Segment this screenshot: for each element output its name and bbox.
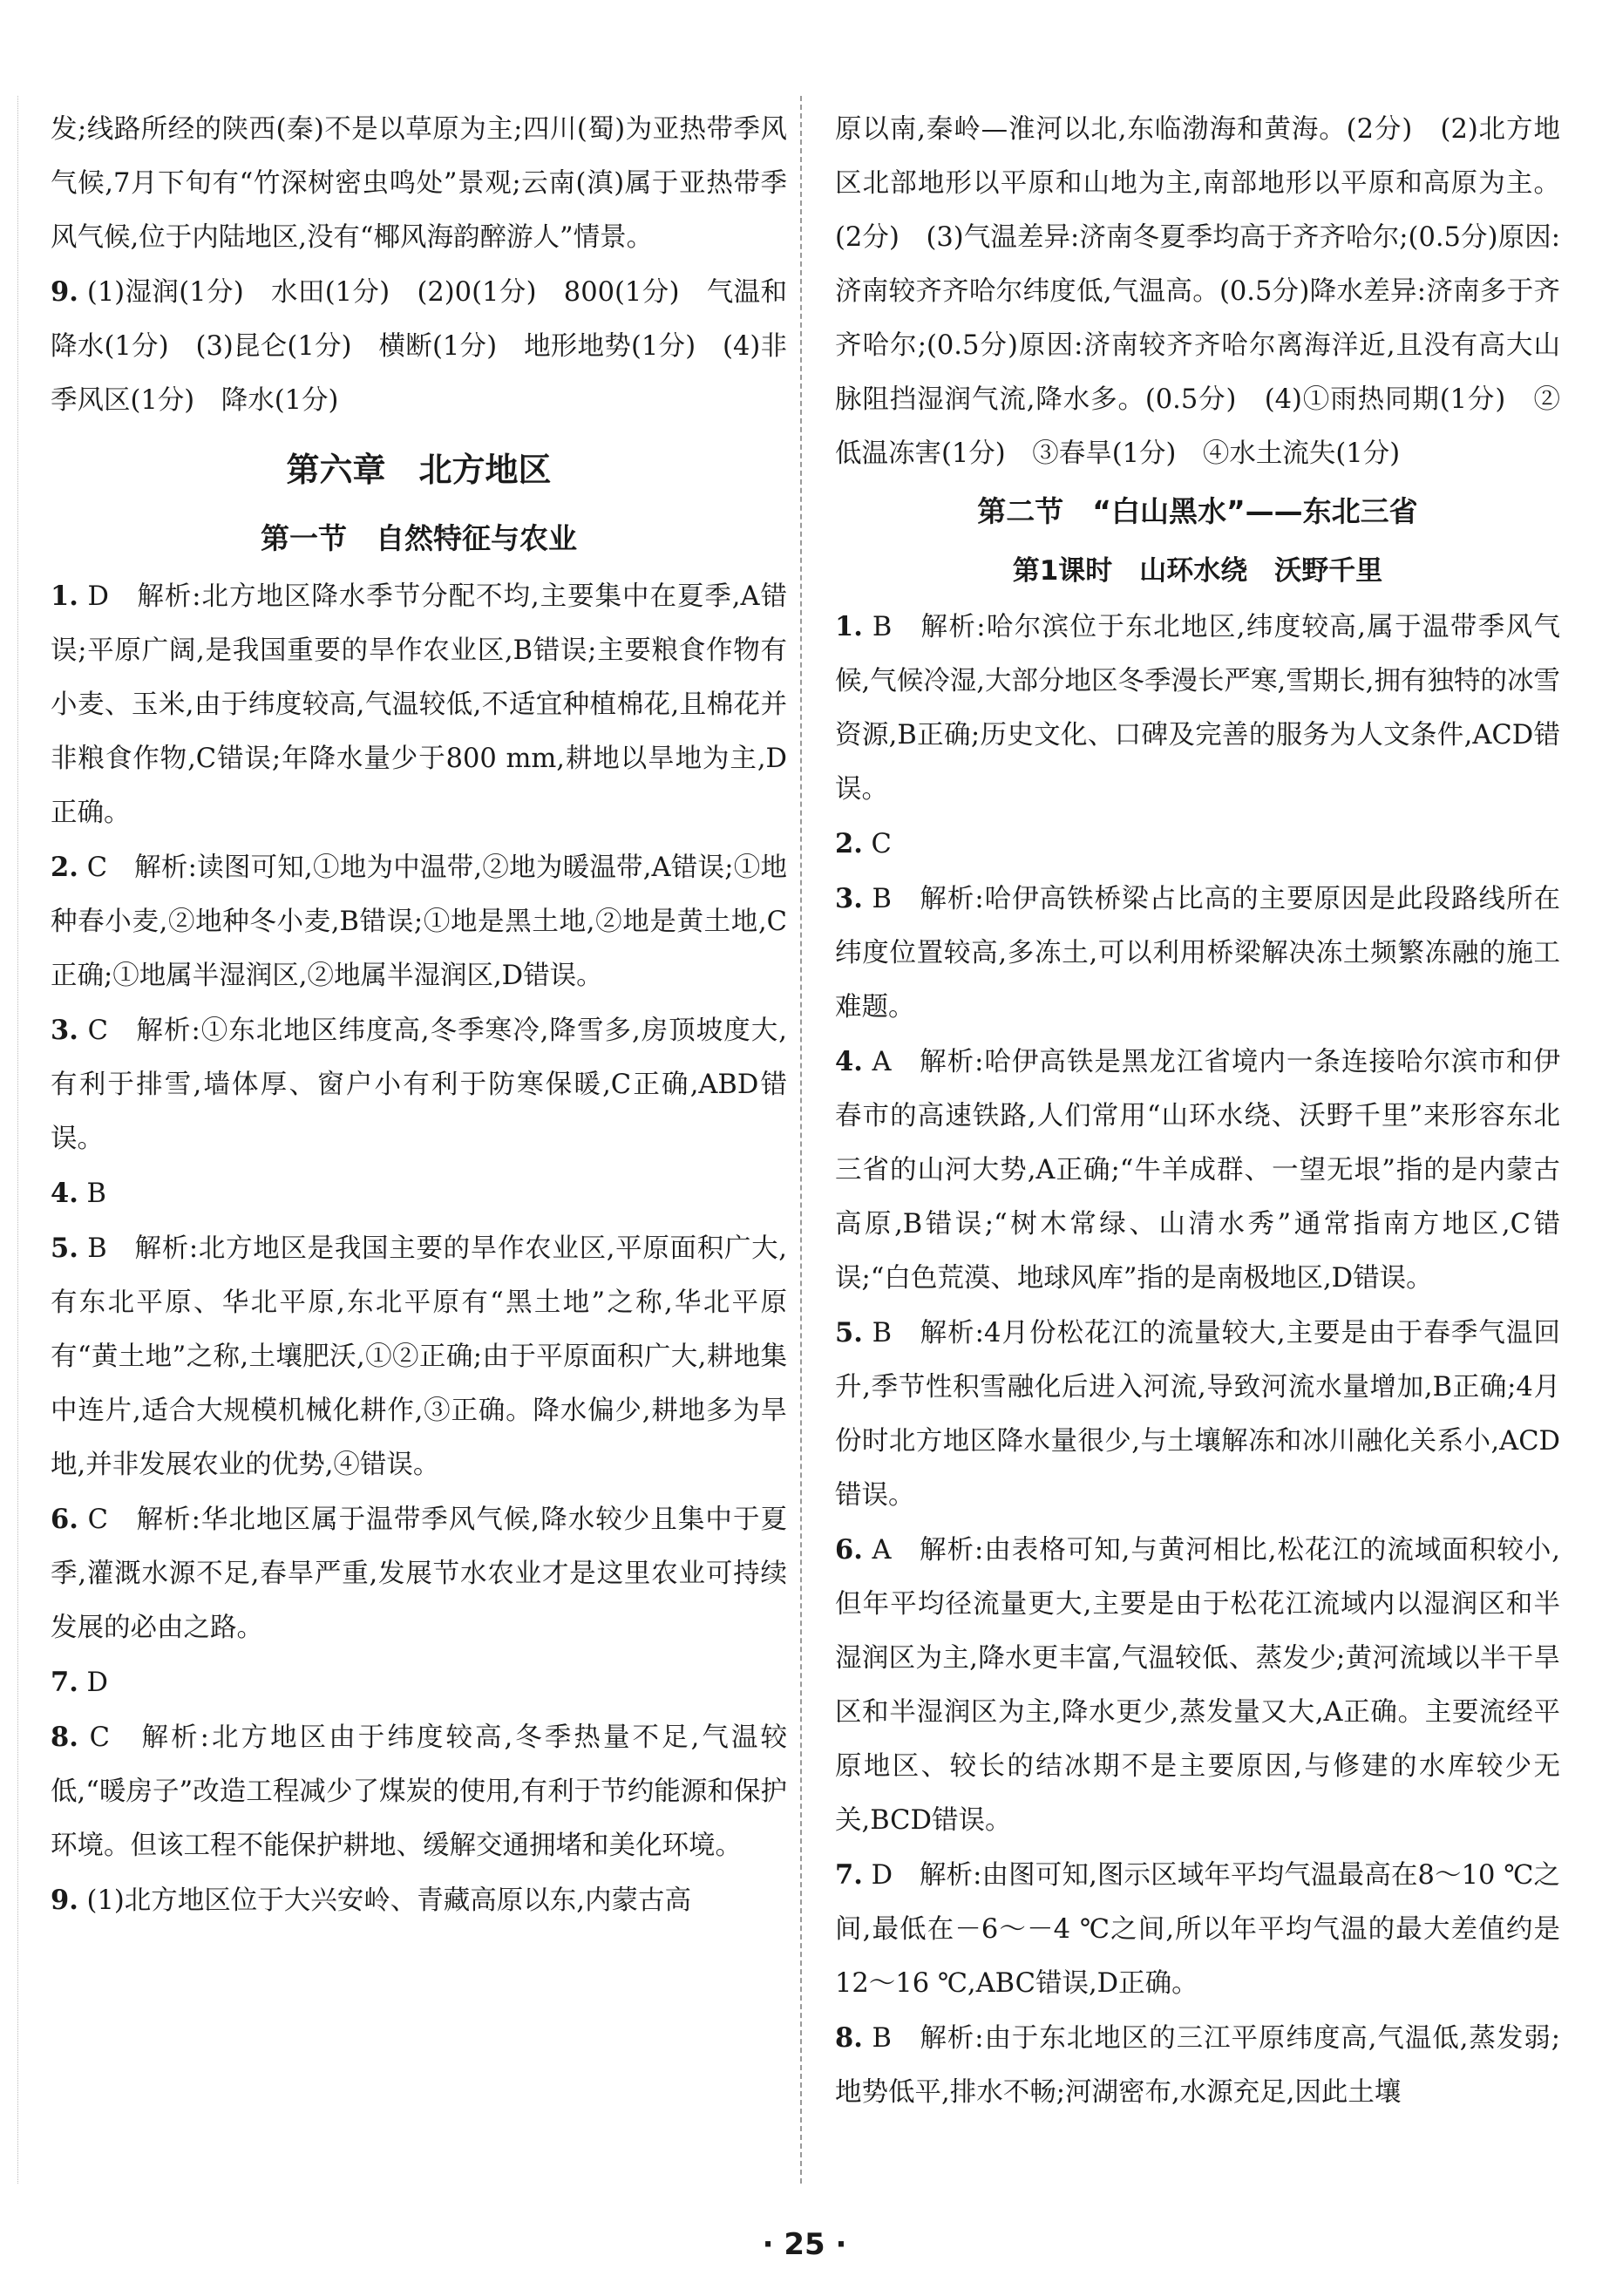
- answer-text: C 解析:北方地区由于纬度较高,冬季热量不足,气温较低,“暖房子”改造工程减少了煤炭的使用,有利于节约能源和保护环境。但该工程不能保护耕地、缓解交通拥堵和美化环境。: [51, 1722, 787, 1861]
- answer-number: 1.: [835, 611, 863, 642]
- section-heading: 第一节 自然特征与农业: [261, 521, 577, 555]
- answer-text: 原以南,秦岭—淮河以北,东临渤海和黄海。(2分) (2)北方地区北部地形以平原和山地为主,南部地形以平原和高原为主。(2分) (3)气温差异:济南冬夏季均高于齐齐哈尔;(0.5分)原因:济南较齐齐哈尔纬度低,气温高。(0.5分)降水差异:济南多于齐齐哈尔;(0.5分)原因:济南较齐齐哈尔离海洋近,且没有高大山脉阻挡湿润气流,降水多。(0.5分) (4)①雨热同期(1分) ②低温冻害(1分) ③春旱(1分) ④水土流失(1分): [835, 114, 1560, 469]
- answer-number: 6.: [51, 1504, 78, 1535]
- answer-text: C 解析:①东北地区纬度高,冬季寒冷,降雪多,房顶坡度大,有利于排雪,墙体厚、窗户小有利于防寒保暖,C正确,ABD错误。: [51, 1016, 787, 1154]
- answer-paragraph: [835, 103, 1560, 481]
- answer-text: B 解析:由于东北地区的三江平原纬度高,气温低,蒸发弱;地势低平,排水不畅;河湖密布,水源充足,因此土壤: [835, 2023, 1560, 2108]
- answer-number: 5.: [835, 1317, 863, 1348]
- answer-number: 3.: [835, 883, 863, 914]
- answer-item: [51, 569, 787, 840]
- answer-text: B 解析:哈尔滨位于东北地区,纬度较高,属于温带季风气候,气候冷湿,大部分地区冬季漫长严寒,雪期长,拥有独特的冰雪资源,B正确;历史文化、口碑及完善的服务为人文条件,ACD错误。: [835, 612, 1560, 805]
- answer-number: 7.: [51, 1667, 78, 1698]
- answer-item: [835, 600, 1560, 817]
- answer-number: 8.: [51, 1722, 78, 1753]
- answer-number: 3.: [51, 1015, 78, 1046]
- answer-item: [51, 1710, 787, 1873]
- answer-text: A 解析:哈伊高铁是黑龙江省境内一条连接哈尔滨市和伊春市的高速铁路,人们常用“山环水绕、沃野千里”来形容东北三省的山河大势,A正确;“牛羊成群、一望无垠”指的是内蒙古高原,B错误;“树木常绿、山清水秀”通常指南方地区,C错误;“白色荒漠、地球风库”指的是南极地区,D错误。: [835, 1047, 1560, 1294]
- answer-text: D: [86, 1668, 109, 1698]
- answer-item: [51, 1655, 787, 1710]
- left-edge-guide: [17, 96, 18, 2184]
- answer-text: B 解析:4月份松花江的流量较大,主要是由于春季气温回升,季节性积雪融化后进入河流,导致河流水量增加,B正确;4月份时北方地区降水量很少,与土壤解冻和冰川融化关系小,ACD错误。: [835, 1318, 1560, 1511]
- answer-number: 2.: [51, 852, 78, 883]
- chapter-heading: 第六章 北方地区: [286, 451, 552, 489]
- page-number: · 25 ·: [762, 2227, 847, 2262]
- answer-number: 9.: [51, 1885, 78, 1916]
- answer-text: C 解析:华北地区属于温带季风气候,降水较少且集中于夏季,灌溉水源不足,春旱严重,发展节水农业才是这里农业可持续发展的必由之路。: [51, 1505, 787, 1643]
- answer-number: 2.: [835, 828, 863, 859]
- answer-text: A 解析:由表格可知,与黄河相比,松花江的流域面积较小,但年平均径流量更大,主要是由于松花江流域内以湿润区和半湿润区为主,降水更丰富,气温较低、蒸发少;黄河流域以半干旱区和半湿润区为主,降水更少,蒸发量又大,A正确。主要流经平原地区、较长的结冰期不是主要原因,与修建的水库较少无关,BCD错误。: [835, 1535, 1560, 1836]
- answer-item: [835, 1848, 1560, 2011]
- answer-text: 发;线路所经的陕西(秦)不是以草原为主;四川(蜀)为亚热带季风气候,7月下旬有“竹深树密虫鸣处”景观;云南(滇)属于亚热带季风气候,位于内陆地区,没有“椰风海韵醉游人”情景。: [51, 114, 787, 253]
- column-divider: [800, 96, 802, 2184]
- answer-text: C 解析:读图可知,①地为中温带,②地为暖温带,A错误;①地种春小麦,②地种冬小麦,B错误;①地是黑土地,②地是黄土地,C正确;①地属半湿润区,②地属半湿润区,D错误。: [51, 853, 787, 991]
- answer-item: [835, 1035, 1560, 1306]
- answer-item: [51, 1166, 787, 1221]
- answer-item: [51, 1873, 787, 1928]
- answer-item: [51, 840, 787, 1003]
- answer-text: B: [86, 1179, 106, 1209]
- answer-number: 7.: [835, 1859, 863, 1891]
- answer-text: B 解析:北方地区是我国主要的旱作农业区,平原面积广大,有东北平原、华北平原,东北平原有“黑土地”之称,华北平原有“黄土地”之称,土壤肥沃,①②正确;由于平原面积广大,耕地集中连片,适合大规模机械化耕作,③正确。降水偏少,耕地多为旱地,并非发展农业的优势,④错误。: [51, 1233, 787, 1480]
- answer-text: B 解析:哈伊高铁桥梁占比高的主要原因是此段路线所在纬度位置较高,多冻土,可以利用桥梁解决冻土频繁冻融的施工难题。: [835, 884, 1560, 1022]
- answer-number: 4.: [835, 1046, 863, 1077]
- answer-number: 4.: [51, 1178, 78, 1209]
- answer-item: [51, 1492, 787, 1655]
- answer-item: [51, 1003, 787, 1166]
- answer-text: (1)湿润(1分) 水田(1分) (2)0(1分) 800(1分) 气温和降水(1分) (3)昆仑(1分) 横断(1分) 地形地势(1分) (4)非季风区(1分) 降水(1分): [51, 277, 787, 416]
- section-heading: 第二节 “白山黑水”——东北三省: [977, 494, 1418, 528]
- answer-number: 6.: [835, 1534, 863, 1566]
- answer-number: 8.: [835, 2022, 863, 2054]
- right-column: [835, 103, 1560, 2120]
- answer-text: (1)北方地区位于大兴安岭、青藏高原以东,内蒙古高: [86, 1885, 691, 1916]
- answer-text: D 解析:北方地区降水季节分配不均,主要集中在夏季,A错误;平原广阔,是我国重要的旱作农业区,B错误;主要粮食作物有小麦、玉米,由于纬度较高,气温较低,不适宜种植棉花,且棉花并非粮食作物,C错误;年降水量少于800 mm,耕地以旱地为主,D正确。: [51, 581, 787, 828]
- lesson-heading: 第1课时 山环水绕 沃野千里: [1012, 555, 1383, 587]
- answer-number: 1.: [51, 581, 78, 612]
- answer-item: [51, 265, 787, 428]
- answer-text: C: [871, 829, 892, 859]
- answer-number: 5.: [51, 1233, 78, 1264]
- left-column: [51, 103, 787, 1928]
- answer-paragraph: [51, 103, 787, 265]
- answer-item: [835, 1306, 1560, 1523]
- answer-item: [835, 1523, 1560, 1848]
- answer-item: [835, 872, 1560, 1035]
- answer-item: [835, 817, 1560, 872]
- answer-item: [51, 1221, 787, 1492]
- answer-number: 9.: [51, 276, 78, 308]
- answer-text: D 解析:由图可知,图示区域年平均气温最高在8～10 ℃之间,最低在－6～－4 ℃之间,所以年平均气温的最大差值约是12～16 ℃,ABC错误,D正确。: [835, 1860, 1560, 1999]
- answer-item: [835, 2011, 1560, 2120]
